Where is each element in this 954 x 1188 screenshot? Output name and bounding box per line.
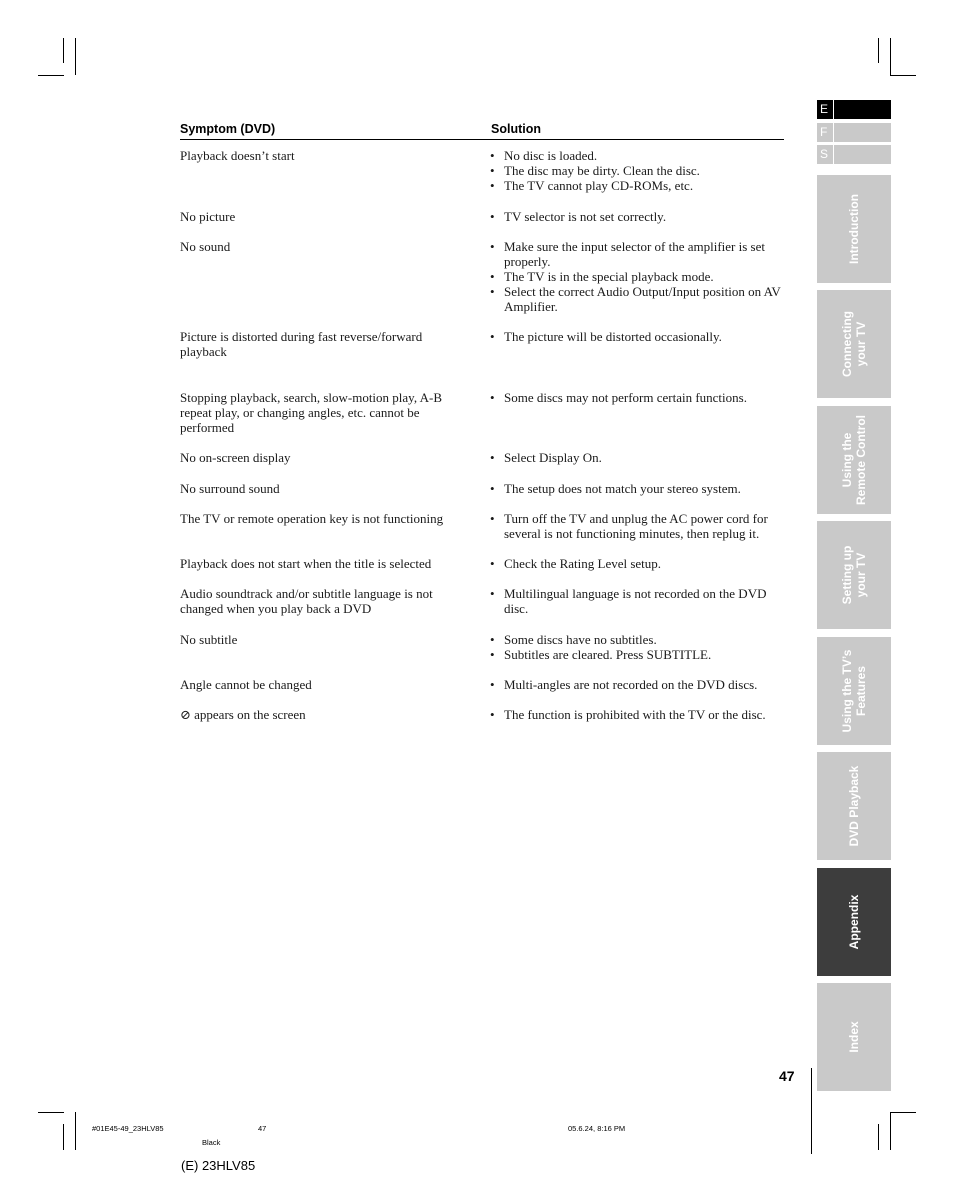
solution-item [490,329,788,344]
bullet: • [490,647,495,662]
symptom-cell: Angle cannot be changed [180,677,312,692]
footer-file: #01E45-49_23HLV85 [92,1124,164,1133]
solution-item [490,163,788,178]
tab-using-remote-control[interactable] [817,406,891,514]
tab-label: Setting up your TV [840,545,868,605]
solution-text: Make sure the input selector of the amplifier is set properly. [504,239,766,269]
solution-item [490,178,788,193]
symptom-cell: The TV or remote operation key is not functioning [180,511,444,526]
symptom-cell: Picture is distorted during fast reverse/forward playback [180,329,423,359]
solution-item [490,707,788,722]
footer-page: 47 [258,1124,267,1133]
footer-datetime: 05.6.24, 8:16 PM [568,1124,626,1133]
tab-label: Index [847,1021,861,1053]
solution-list [490,707,788,722]
solution-item [490,148,788,163]
solution-column-header: Solution [491,122,541,136]
symptom-cell: ⊘ appears on the screen [180,707,306,722]
solution-item [490,209,788,224]
solution-text: Select the correct Audio Output/Input position on AV Amplifier. [504,284,781,314]
solution-item [490,481,788,496]
solution-text: Subtitles are cleared. Press SUBTITLE. [504,647,712,662]
tab-label: Using the Remote Control [840,415,868,505]
bullet: • [490,556,495,571]
symptom-cell: No subtitle [180,632,238,647]
solution-text: The TV is in the special playback mode. [504,269,714,284]
bullet: • [490,586,495,601]
tab-label: Introduction [847,194,861,264]
bullet: • [490,677,495,692]
bullet: • [490,450,495,465]
solution-list [490,390,788,405]
solution-text: Multi-angles are not recorded on the DVD discs. [504,677,758,692]
bullet: • [490,284,495,299]
solution-text: The TV cannot play CD-ROMs, etc. [504,178,694,193]
solution-list [490,677,788,692]
solution-text: Select Display On. [504,450,602,465]
bullet: • [490,269,495,284]
bullet: • [490,481,495,496]
solution-list [490,556,788,571]
bullet: • [490,239,495,254]
solution-text: The picture will be distorted occasionally. [504,329,722,344]
solution-text: TV selector is not set correctly. [504,209,667,224]
tab-index[interactable] [817,983,891,1091]
symptom-cell: No sound [180,239,231,254]
tab-appendix[interactable] [817,868,891,976]
solution-text: Some discs have no subtitles. [504,632,657,647]
solution-item [490,556,788,571]
bullet: • [490,148,495,163]
bullet: • [490,178,495,193]
solution-item [490,511,788,541]
page-number: 47 [779,1068,795,1084]
solution-list [490,586,788,616]
solution-item [490,647,788,662]
tab-label: DVD Playback [847,765,861,847]
solution-item [490,677,788,692]
symptom-cell: No on-screen display [180,450,291,465]
tab-label: Appendix [847,894,861,950]
symptom-cell: Playback doesn’t start [180,148,295,163]
solution-text: Multilingual language is not recorded on the DVD disc. [504,586,767,616]
symptom-cell: No picture [180,209,236,224]
tab-connecting-your-tv[interactable] [817,290,891,398]
solution-text: The disc may be dirty. Clean the disc. [504,163,700,178]
bullet: • [490,632,495,647]
solution-list [490,239,788,314]
bullet: • [490,163,495,178]
solution-text: Turn off the TV and unplug the AC power cord for several is not functioning minutes, then replug it. [504,511,768,541]
solution-list [490,511,788,541]
language-letter: E [817,100,833,119]
language-bar [834,145,891,164]
solution-item [490,450,788,465]
solution-text: Check the Rating Level setup. [504,556,662,571]
header-divider [180,139,784,140]
solution-list [490,148,788,193]
solution-text: The setup does not match your stereo system. [504,481,741,496]
solution-item [490,632,788,647]
symptom-column-header: Symptom (DVD) [180,122,276,136]
symptom-cell: No surround sound [180,481,280,496]
solution-text: Some discs may not perform certain functions. [504,390,747,405]
page-divider [811,1068,812,1154]
symptom-cell: Stopping playback, search, slow-motion play, A-B repeat play, or changing angles, etc. cannot be performed [180,390,443,435]
solution-text: The function is prohibited with the TV or the disc. [504,707,766,722]
language-letter: S [817,145,833,164]
solution-list [490,450,788,465]
solution-item [490,284,788,314]
tab-using-tv-features[interactable] [817,637,891,745]
tab-label: Using the TV’s Features [840,649,868,733]
solution-list [490,481,788,496]
solution-text: No disc is loaded. [504,148,598,163]
footer-model: (E) 23HLV85 [181,1158,256,1173]
solution-item [490,269,788,284]
solution-list [490,329,788,344]
bullet: • [490,707,495,722]
tab-introduction[interactable] [817,175,891,283]
tab-label: Connecting your TV [840,311,868,377]
solution-item [490,239,788,269]
solution-list [490,209,788,224]
tab-setting-up-your-tv[interactable] [817,521,891,629]
language-letter: F [817,123,833,142]
solution-item [490,586,788,616]
bullet: • [490,390,495,405]
tab-dvd-playback[interactable] [817,752,891,860]
solution-item [490,390,788,405]
language-bar [834,100,891,119]
symptom-cell: Playback does not start when the title is selected [180,556,432,571]
symptom-cell: Audio soundtrack and/or subtitle language is not changed when you play back a DVD [180,586,433,616]
solution-list [490,632,788,662]
bullet: • [490,329,495,344]
language-bar [834,123,891,142]
footer-color: Black [202,1138,221,1147]
bullet: • [490,209,495,224]
bullet: • [490,511,495,526]
